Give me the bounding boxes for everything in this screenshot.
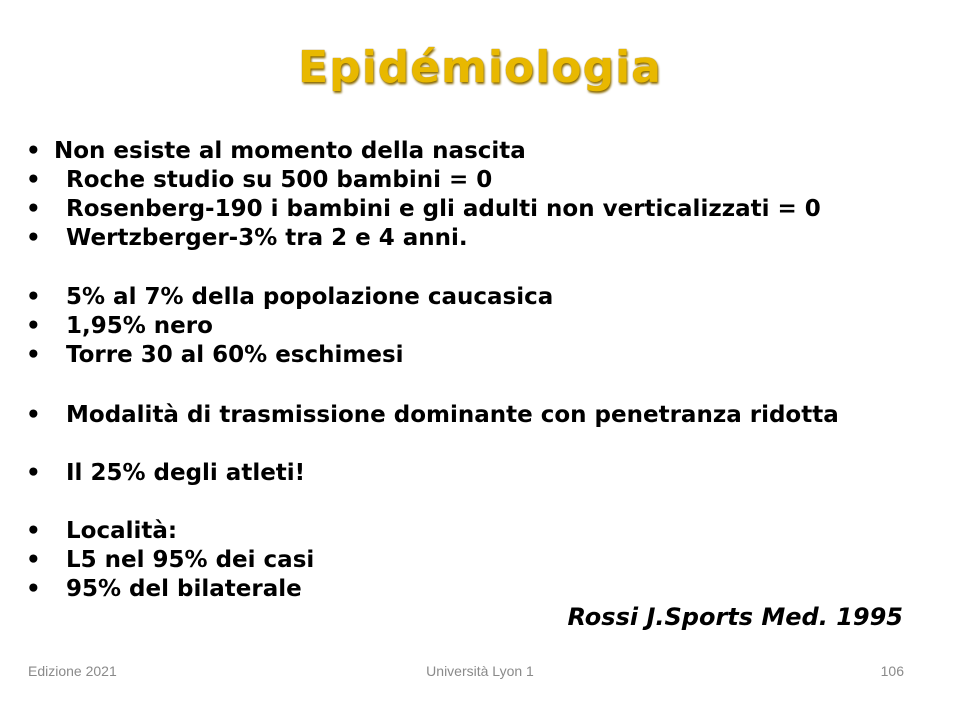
footer-institution: Università Lyon 1 [426, 663, 534, 679]
slide-number: 106 [880, 663, 904, 679]
list-item [26, 165, 492, 195]
bullet-text: Il 25% degli atleti! [66, 460, 306, 486]
slide-title: Epidémiologia [298, 42, 662, 93]
bullet-icon: • [26, 460, 41, 486]
footer-edition: Edizione 2021 [28, 663, 117, 679]
list-item [26, 545, 314, 575]
bullet-icon: • [26, 576, 41, 602]
bullet-icon: • [26, 196, 41, 222]
list-item [26, 458, 305, 488]
bullet-text: Wertzberger-3% tra 2 e 4 anni. [66, 225, 468, 251]
list-item [26, 282, 553, 312]
bullet-text: 1,95% nero [66, 313, 213, 339]
bullet-icon: • [26, 547, 41, 573]
bullet-text: Località: [66, 518, 178, 544]
list-item [26, 340, 404, 370]
bullet-icon: • [26, 402, 41, 428]
list-item [26, 136, 526, 166]
bullet-icon: • [26, 284, 41, 310]
bullet-icon: • [26, 342, 41, 368]
bullet-text: Rosenberg-190 i bambini e gli adulti non verticalizzati = 0 [66, 196, 821, 222]
bullet-text: Non esiste al momento della nascita [54, 138, 526, 164]
bullet-icon: • [26, 518, 41, 544]
bullet-text: 95% del bilaterale [66, 576, 302, 602]
list-item [26, 516, 177, 546]
bullet-text: 5% al 7% della popolazione caucasica [66, 284, 554, 310]
bullet-text: Roche studio su 500 bambini = 0 [66, 167, 493, 193]
bullet-icon: • [26, 313, 41, 339]
citation: Rossi J.Sports Med. 1995 [567, 603, 903, 631]
list-item [26, 223, 468, 253]
bullet-icon: • [26, 225, 41, 251]
bullet-text: Modalità di trasmissione dominante con penetranza ridotta [66, 402, 839, 428]
bullet-icon: • [26, 138, 41, 164]
list-item [26, 194, 821, 224]
list-item [26, 574, 302, 604]
bullet-text: Torre 30 al 60% eschimesi [66, 342, 404, 368]
bullet-text: L5 nel 95% dei casi [66, 547, 315, 573]
list-item [26, 400, 839, 430]
list-item [26, 311, 213, 341]
bullet-icon: • [26, 167, 41, 193]
